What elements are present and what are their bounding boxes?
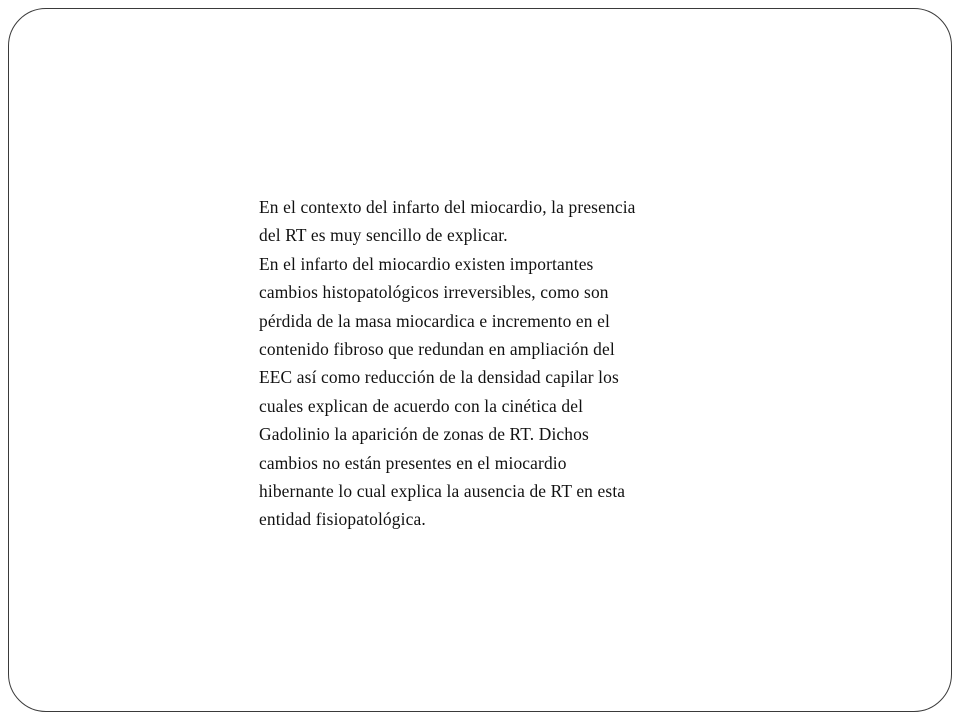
text-line: entidad fisiopatológica. [259,509,426,530]
text-line: En el contexto del infarto del miocardio, la presencia [259,197,636,217]
text-line: En el infarto del miocardio existen importantes [259,253,594,274]
text-line: cuales explican de acuerdo con la cinética del [259,395,584,416]
text-line: hibernante lo cual explica la ausencia de RT en esta [259,481,626,502]
text-line: cambios histopatológicos irreversibles, como son [259,282,609,303]
text-line: del RT es muy sencillo de explicar. [259,225,508,246]
text-line: Gadolinio la aparición de zonas de RT. Dichos [259,424,589,445]
body-text [259,193,729,534]
text-line: EEC así como reducción de la densidad capilar los [259,367,619,388]
text-line: contenido fibroso que redundan en ampliación del [259,339,615,360]
text-line: pérdida de la masa miocardica e incremento en el [259,310,610,331]
slide-frame [8,8,952,712]
text-line: cambios no están presentes en el miocardio [259,452,567,473]
